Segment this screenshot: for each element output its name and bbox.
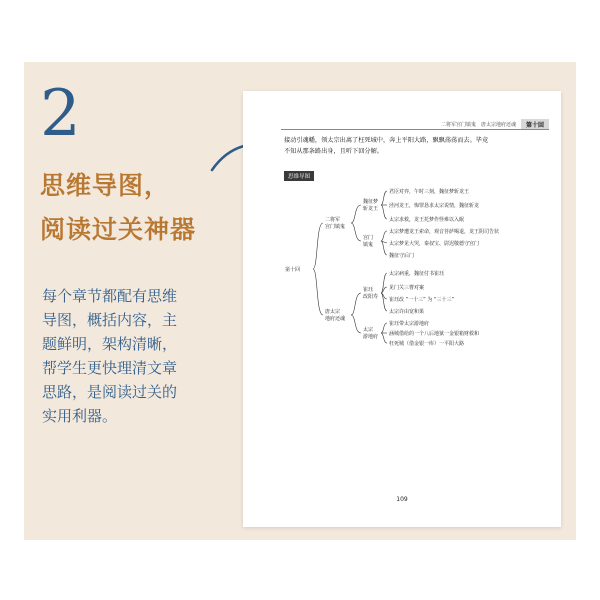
mindmap-node: 宫门 bbox=[363, 235, 374, 241]
description-line: 导图，概括内容，主 bbox=[42, 311, 178, 329]
description-line: 题鲜明，架构清晰， bbox=[42, 335, 178, 353]
body-text bbox=[284, 135, 544, 157]
mindmap-node: 镇鬼 bbox=[363, 242, 374, 248]
mindmap-node: 太宗 bbox=[363, 327, 374, 333]
body-line: 不知从那条路出身，且听下回分解。 bbox=[284, 148, 383, 155]
mindmap-root: 第十回 bbox=[285, 267, 301, 273]
mindmap-node: 游地府 bbox=[363, 334, 379, 340]
chapter-tag: 第十回 bbox=[521, 119, 549, 130]
mindmap-leaf: 见门关三曹对案 bbox=[389, 285, 425, 291]
mindmap-leaf: 崔珏改 “一十三” 为 “三十三” bbox=[389, 297, 455, 303]
mindmap-node: 改阳寿 bbox=[363, 294, 379, 300]
mindmap-branch: 二将军 bbox=[325, 217, 341, 223]
description-line: 思路，是阅读过关的 bbox=[42, 383, 178, 401]
mindmap-leaf: 泾河龙王，悔罪恳求太宗说情，魏征斩龙 bbox=[389, 203, 480, 209]
mindmap bbox=[283, 183, 553, 393]
header-rule bbox=[281, 129, 549, 130]
running-head-right: 唐太宗地府还魂 bbox=[480, 122, 516, 128]
mindmap-leaf: 君臣对弈，午时三刻，魏征梦斩龙王 bbox=[389, 189, 470, 195]
mindmap-leaf: 太宗病重，魏征付书崔珏 bbox=[389, 271, 445, 277]
description-line: 每个章节都配有思维 bbox=[42, 287, 178, 305]
mindmap-leaf: 太宗梦见大哭，秦叔宝、尉迟敬德守宫门 bbox=[389, 241, 480, 247]
page-number: 109 bbox=[396, 496, 408, 503]
mindmap-leaf: 涵城借给的一个八后地狱一金银箱财救和 bbox=[389, 331, 480, 337]
headline-line-2: 阅读过关神器 bbox=[40, 215, 197, 244]
headline bbox=[40, 164, 196, 252]
mindmap-leaf: 崔珏带太宗游地府 bbox=[389, 321, 430, 327]
mindmap-node: 崔珏 bbox=[363, 287, 374, 293]
mindmap-branch: 地府还魂 bbox=[325, 316, 346, 322]
mindmap-node: 魏征梦 bbox=[363, 199, 379, 205]
mindmap-label: 思维导图 bbox=[284, 171, 314, 181]
description-line: 帮学生更快理清文章 bbox=[42, 359, 178, 377]
body-line: 接动引魂幡，领太宗出离了枉死城中，奔上平阳大路，飘飘荡荡而去。毕竟 bbox=[284, 137, 489, 144]
mindmap-leaf: 太宗求救，龙王托梦作怪难以入眠 bbox=[389, 217, 465, 223]
headline-line-1: 思维导图， bbox=[40, 171, 171, 200]
mindmap-branch: 宫门镇鬼 bbox=[325, 224, 346, 230]
description-line: 实用利器。 bbox=[42, 407, 118, 425]
mindmap-node: 斩龙王 bbox=[363, 206, 379, 212]
mindmap-leaf: 魏征守后门 bbox=[389, 253, 415, 259]
mindmap-leaf: 太宗梦遭龙王索命，观音菩萨喝退，龙王阴司告状 bbox=[389, 229, 500, 235]
running-head-left: 二将军宫门镇鬼 bbox=[440, 122, 476, 128]
book-page bbox=[243, 91, 561, 527]
mindmap-leaf: 太宗许由宽和果 bbox=[389, 309, 425, 315]
mindmap-leaf: 枉死城（借金银一库）一平阳大路 bbox=[389, 341, 465, 347]
description bbox=[42, 284, 222, 428]
mindmap-branch: 唐太宗 bbox=[325, 309, 341, 315]
section-number: 2 bbox=[40, 77, 81, 151]
